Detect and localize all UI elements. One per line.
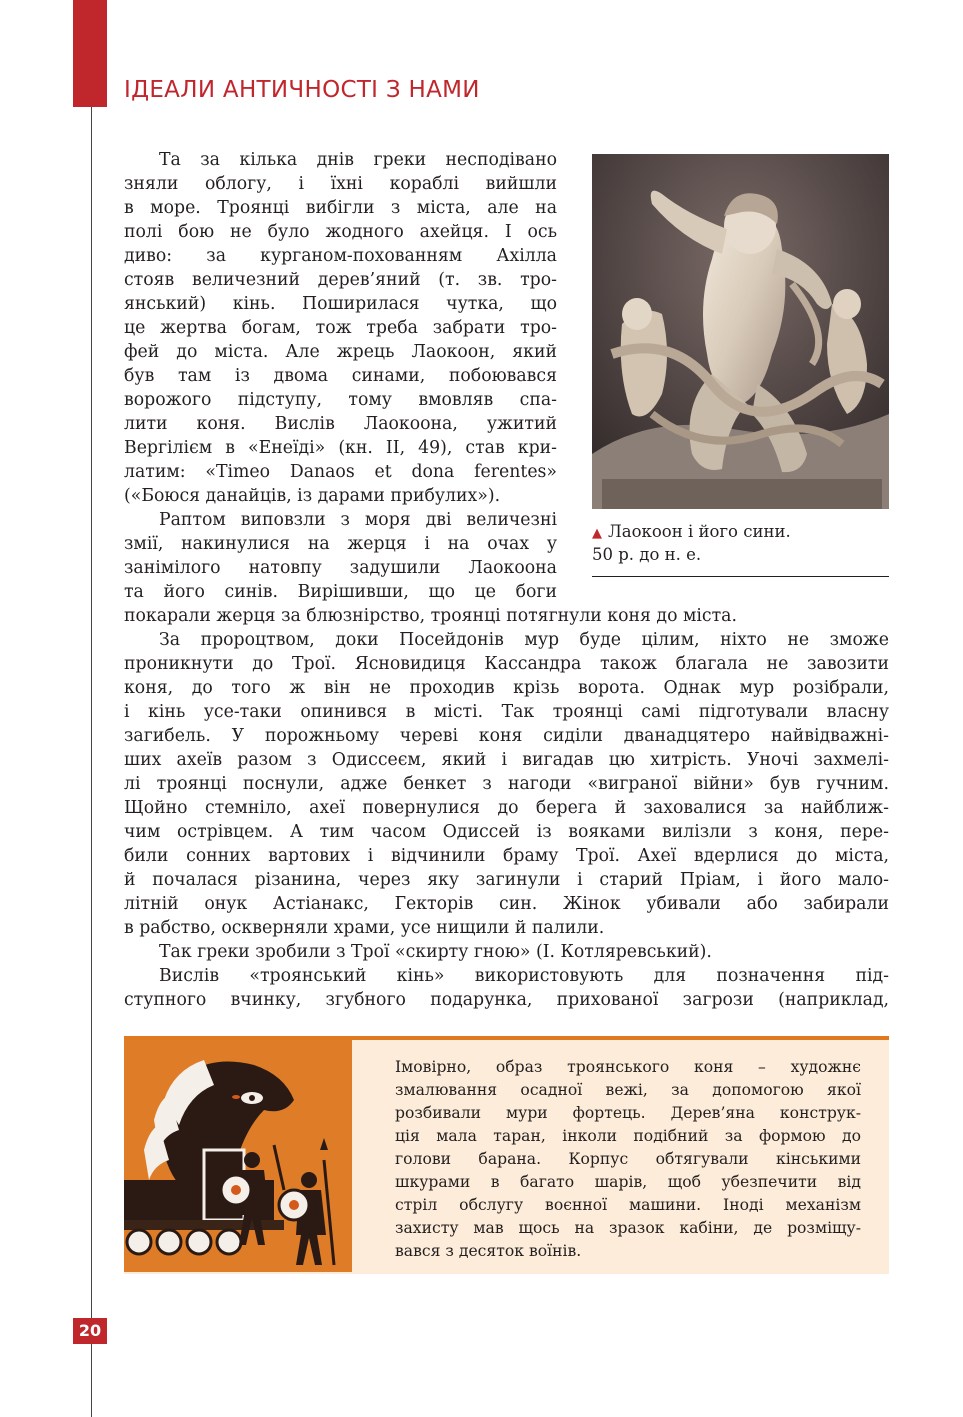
- laocoon-photo: [592, 154, 889, 509]
- text-line: проникнути до Трої. Ясновидиця Кассандра також благала не завозити: [124, 654, 889, 674]
- text-line: Так греки зробили з Трої «скирту гною» (І. Котляревський).: [159, 942, 712, 962]
- trojan-horse-illustration: [124, 1040, 352, 1272]
- text-line: Вергілієм в «Енеїді» (кн. ІІ, 49), став кри-: [124, 438, 557, 458]
- figure-caption-date: 50 р. до н. е.: [592, 545, 702, 564]
- text-line: диво: за курганом-похованням Ахілла: [124, 246, 557, 266]
- box-text-line: розбивали мури фортець. Дерев’яна конструк-: [395, 1104, 861, 1122]
- text-line: покарали жерця за блюзнірство, троянці потягнули коня до міста.: [124, 606, 737, 626]
- text-line: в рабство, оскверняли храми, усе нищили й палили.: [124, 918, 605, 938]
- text-line: За пророцтвом, доки Посейдонів мур буде цілим, ніхто не зможе: [159, 630, 889, 650]
- margin-rule: [91, 107, 92, 1417]
- laocoon-sculpture-image: [592, 154, 889, 509]
- box-text-line: Імовірно, образ троянського коня – художнє: [395, 1058, 861, 1076]
- box-text-line: захисту мав щось на зразок кабіни, де розміщу-: [395, 1219, 861, 1237]
- text-line: Раптом виповзли з моря дві величезні: [159, 510, 557, 530]
- header-accent-band: [73, 0, 107, 107]
- text-line: це жертва богам, тож треба забрати тро-: [124, 318, 557, 338]
- text-line: лити коня. Вислів Лаокоона, ужитий: [124, 414, 557, 434]
- text-line: занімілого натовпу задушили Лаокоона: [124, 558, 557, 578]
- page-number: 20: [73, 1318, 107, 1344]
- text-line: латим: «Timeo Danaos et dona ferentes»: [124, 462, 557, 482]
- text-line: зняли облогу, і їхні кораблі вийшли: [124, 174, 557, 194]
- caption-rule: [592, 576, 889, 577]
- text-line: янський) кінь. Поширилася чутка, що: [124, 294, 557, 314]
- box-text-line: шкурами в багато шарів, щоб убезпечити від: [395, 1173, 861, 1191]
- text-line: ступного вчинку, згубного подарунка, прихованої загрози (наприклад,: [124, 990, 889, 1010]
- text-line: і кінь усе-таки опинився в місті. Так троянці самі підготували власну: [124, 702, 889, 722]
- box-text-line: ція мала таран, інколи подібний за формою до: [395, 1127, 861, 1145]
- text-line: в море. Троянці вибігли з міста, але на: [124, 198, 557, 218]
- box-text-line: голови барана. Корпус обтягували кінськими: [395, 1150, 861, 1168]
- text-line: коня, до того ж він не проходив крізь ворота. Однак мур розібрали,: [124, 678, 889, 698]
- text-line: Вислів «троянський кінь» використовують для позначення під-: [159, 966, 889, 986]
- text-line: стояв величезний дерев’яний (т. зв. тро-: [124, 270, 557, 290]
- text-line: фей до міста. Але жрець Лаокоон, який: [124, 342, 557, 362]
- text-line: били сонних вартових і відчинили браму Трої. Ахеї вдерлися до міста,: [124, 846, 889, 866]
- box-text-line: змалювання осадної вежі, за допомогою якої: [395, 1081, 861, 1099]
- trojan-horse-icon: [124, 1040, 352, 1272]
- text-line: чим острівцем. А тим часом Одиссей із вояками вилізли з коня, пере-: [124, 822, 889, 842]
- text-line: полі бою не було жодного ахейця. І ось: [124, 222, 557, 242]
- figure-caption: ▲ Лаокоон і його сини.: [592, 522, 791, 541]
- text-line: змії, накинулися на жерця і на очах у: [124, 534, 557, 554]
- text-line: загибель. У порожньому череві коня сиділи дванадцятеро найвідважні-: [124, 726, 889, 746]
- text-line: був там із двома синами, побоювався: [124, 366, 557, 386]
- text-line: ворожого підступу, тому вмовляв спа-: [124, 390, 557, 410]
- section-title: ІДЕАЛИ АНТИЧНОСТІ З НАМИ: [124, 77, 480, 103]
- box-text-line: стріл обслугу воєнної машини. Іноді механізм: [395, 1196, 861, 1214]
- text-line: та його синів. Вирішивши, що це боги: [124, 582, 557, 602]
- text-line: літній онук Астіанакс, Гекторів син. Жінок убивали або забирали: [124, 894, 889, 914]
- text-line: Щойно стемніло, ахеї повернулися до берега й заховалися за найближ-: [124, 798, 889, 818]
- triangle-up-icon: ▲: [592, 526, 602, 541]
- text-line: лі троянці поснули, адже бенкет з нагоди «виграної війни» був гучним.: [124, 774, 889, 794]
- text-line: ших ахеїв разом з Одиссеєм, який і вигадав цю хитрість. Уночі захмелі-: [124, 750, 889, 770]
- text-line: («Боюся данайців, із дарами прибулих»).: [124, 486, 501, 506]
- text-line: Та за кілька днів греки несподівано: [159, 150, 557, 170]
- text-line: й почалася різанина, через яку загинули і старий Пріам, і його мало-: [124, 870, 889, 890]
- box-text-line: вався з десяток воїнів.: [395, 1242, 582, 1260]
